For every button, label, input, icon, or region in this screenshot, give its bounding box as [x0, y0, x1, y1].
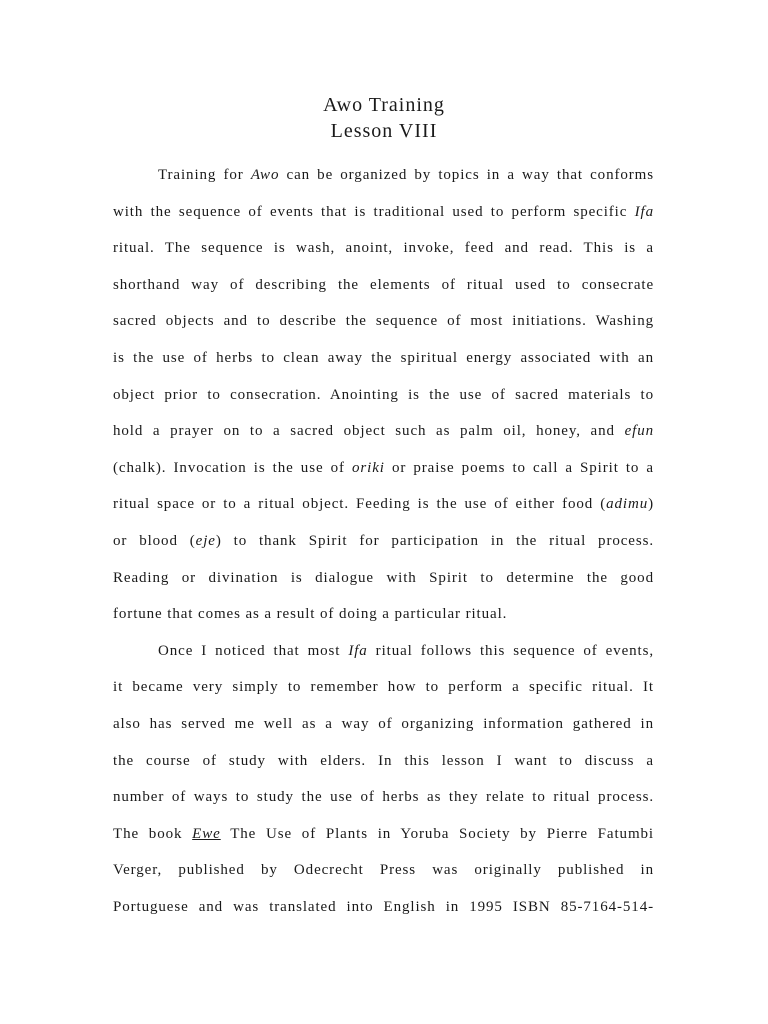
text-line — [113, 197, 654, 234]
text-segment: Portuguese and was translated into English in 1995 ISBN 85-7164-514- — [113, 898, 654, 915]
text-segment: ritual space or to a ritual object. Feeding is the use of either food ( — [113, 496, 607, 513]
text-segment: or praise poems to call a Spirit to a — [384, 459, 654, 476]
emphasized-text: efun — [624, 423, 654, 440]
emphasized-text: eje — [195, 532, 216, 549]
text-segment: also has served me well as a way of organizing information gathered in — [113, 715, 654, 732]
text-line — [113, 270, 654, 307]
text-segment: it became very simply to remember how to perform a specific ritual. It — [113, 679, 654, 696]
text-segment: can be organized by topics in a way that conforms — [279, 167, 654, 183]
text-segment: number of ways to study the use of herbs as they relate to ritual process. — [113, 789, 654, 806]
text-segment: shorthand way of describing the elements of ritual used to consecrate — [113, 276, 654, 293]
text-segment: the course of study with elders. In this lesson I want to discuss a — [113, 752, 654, 769]
text-segment: with the sequence of events that is traditional used to perform specific — [113, 203, 635, 220]
text-segment: is the use of herbs to clean away the spiritual energy associated with an — [113, 349, 654, 366]
text-segment: Verger, published by Odecrecht Press was originally published in — [113, 862, 654, 879]
text-segment: ) — [648, 496, 654, 513]
text-line — [113, 672, 654, 709]
text-line — [113, 380, 654, 417]
text-line — [113, 160, 654, 197]
text-segment: or blood ( — [113, 532, 196, 549]
text-line — [113, 782, 654, 819]
emphasized-text: oriki — [352, 459, 385, 476]
emphasized-text: Ewe — [192, 825, 221, 842]
emphasized-text: adimu — [606, 496, 649, 513]
text-segment: The book — [113, 825, 193, 842]
text-line — [113, 306, 654, 343]
title-block — [0, 92, 768, 144]
emphasized-text: Ifa — [634, 203, 654, 220]
text-line — [113, 855, 654, 892]
text-segment: The Use of Plants in Yoruba Society by Pierre Fatumbi — [220, 825, 654, 842]
text-segment: Once I noticed that most — [158, 642, 349, 659]
text-line — [113, 233, 654, 270]
body-text — [113, 160, 654, 928]
text-line — [113, 416, 654, 453]
document-subtitle: Lesson VIII — [330, 120, 438, 142]
text-segment: hold a prayer on to a sacred object such as palm oil, honey, and — [113, 423, 625, 440]
text-line — [113, 819, 654, 856]
text-segment: sacred objects and to describe the sequence of most initiations. Washing — [113, 313, 654, 330]
text-line — [113, 746, 654, 783]
text-segment: Reading or divination is dialogue with Spirit to determine the good — [113, 569, 654, 586]
text-line — [113, 709, 654, 746]
text-line — [113, 599, 654, 636]
text-segment: ritual. The sequence is wash, anoint, invoke, feed and read. This is a — [113, 240, 654, 257]
text-line — [113, 343, 654, 380]
text-line — [113, 563, 654, 600]
text-segment: object prior to consecration. Anointing is the use of sacred materials to — [113, 386, 654, 403]
document-title: Awo Training — [323, 94, 445, 116]
text-line — [113, 526, 654, 563]
text-line — [113, 453, 654, 490]
emphasized-text: Awo — [250, 167, 280, 183]
text-segment: fortune that comes as a result of doing a particular ritual. — [113, 606, 508, 623]
text-segment: ) to thank Spirit for participation in the ritual process. — [215, 532, 654, 549]
text-segment: Training for — [158, 167, 251, 183]
text-segment: ritual follows this sequence of events, — [367, 642, 654, 659]
text-line — [113, 892, 654, 929]
text-line — [113, 489, 654, 526]
text-segment: (chalk). Invocation is the use of — [113, 459, 353, 476]
text-line — [113, 636, 654, 673]
emphasized-text: Ifa — [348, 642, 368, 659]
